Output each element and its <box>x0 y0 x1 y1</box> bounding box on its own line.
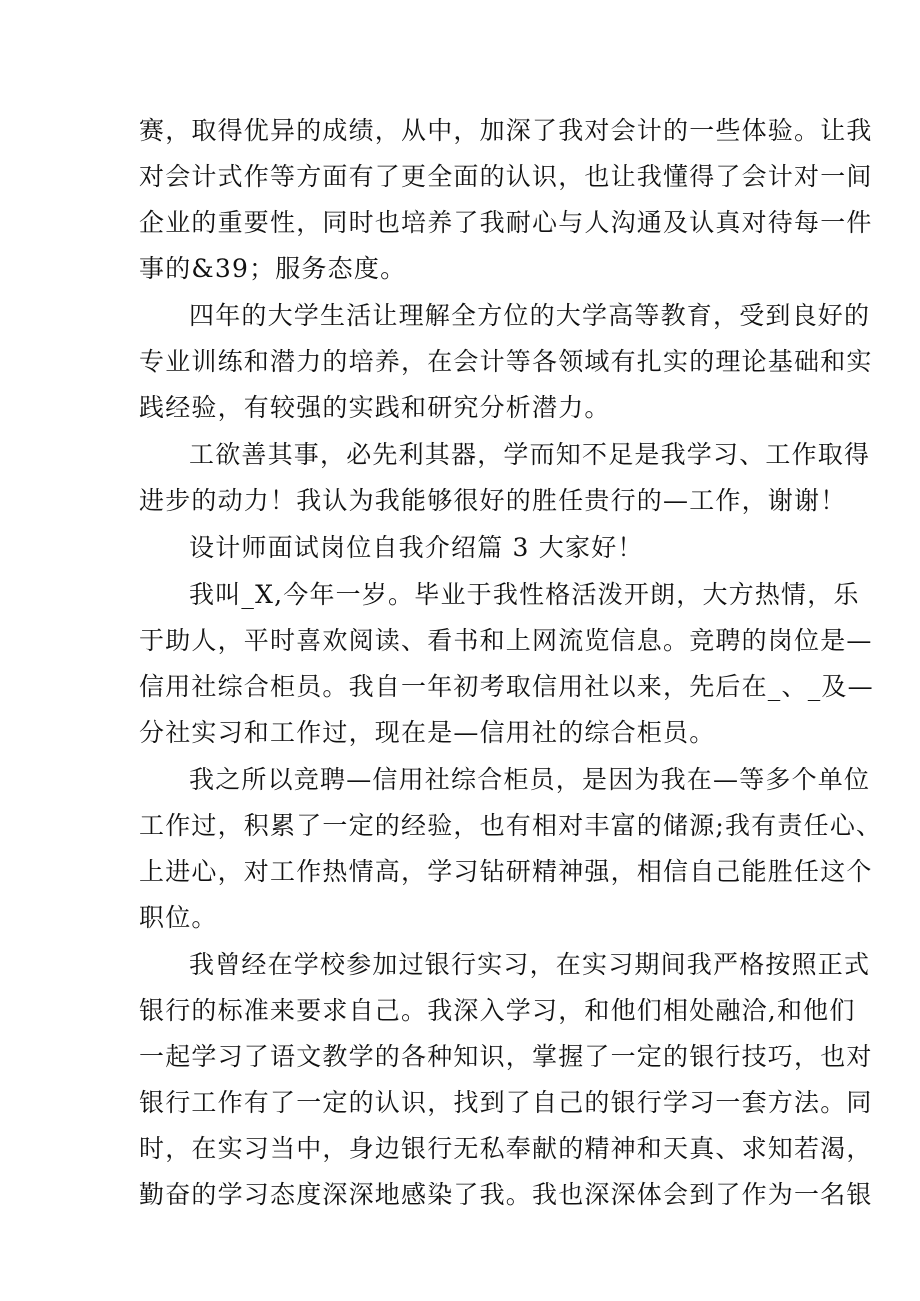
text-line: 我曾经在学校参加过银行实习，在实习期间我严格按照正式 <box>189 950 871 979</box>
text-line: 践经验，有较强的实践和研究分析潜力。 <box>139 393 611 422</box>
paragraph <box>139 942 873 1218</box>
text-line: 对会计式作等方面有了更全面的认识，也让我懂得了会计对一间 <box>139 162 873 191</box>
text-line: 工欲善其事，必先利其器，学而知不足是我学习、工作取得 <box>189 440 871 469</box>
text-line: 时，在实习当中，身边银行无私奉献的精神和天真、求知若渴， <box>139 1134 873 1163</box>
text-line: 进步的动力！我认为我能够很好的胜任贵行的—工作，谢谢！ <box>139 486 847 515</box>
paragraph <box>139 572 874 756</box>
text-line: 勤奋的学习态度深深地感染了我。我也深深体会到了作为一名银 <box>139 1180 873 1209</box>
text-line: 四年的大学生活让理解全方位的大学高等教育，受到良好的 <box>189 301 871 330</box>
text-line: 我之所以竞聘—信用社综合柜员，是因为我在—等多个单位 <box>189 765 871 794</box>
text-line: 职位。 <box>139 903 218 932</box>
paragraph <box>139 757 883 941</box>
document-body <box>139 108 883 1219</box>
text-line: 我叫_X,今年一岁。毕业于我性格活泼开朗，大方热情，乐 <box>189 580 860 609</box>
text-line: 一起学习了语文教学的各种知识，掌握了一定的银行技巧，也对 <box>139 1042 873 1071</box>
paragraph <box>139 293 873 431</box>
text-line: 分社实习和工作过，现在是—信用社的综合柜员。 <box>139 718 716 747</box>
text-line: 银行工作有了一定的认识，找到了自己的银行学习一套方法。同 <box>139 1088 873 1117</box>
text-line: 信用社综合柜员。我自一年初考取信用社以来，先后在_、_及— <box>139 672 874 701</box>
text-line: 银行的标准来要求自己。我深入学习，和他们相处融洽,和他们 <box>139 996 856 1025</box>
text-line: 专业训练和潜力的培养，在会计等各领域有扎实的理论基础和实 <box>139 347 873 376</box>
paragraph <box>139 432 871 524</box>
text-line: 工作过，积累了一定的经验，也有相对丰富的储源;我有责任心、 <box>139 811 883 840</box>
text-line: 上进心，对工作热情高，学习钻研精神强，相信自己能胜任这个 <box>139 857 873 886</box>
paragraph <box>139 108 873 292</box>
text-line: 事的&39；服务态度。 <box>139 254 407 283</box>
text-line: 赛，取得优异的成绩，从中，加深了我对会计的一些体验。让我 <box>139 116 873 145</box>
text-line: 企业的重要性，同时也培养了我耐心与人沟通及认真对待每一件 <box>139 208 873 237</box>
text-line: 于助人，平时喜欢阅读、看书和上网流览信息。竞聘的岗位是— <box>139 626 873 655</box>
text-line: 设计师面试岗位自我介绍篇 3 大家好！ <box>189 533 644 562</box>
paragraph <box>139 525 789 571</box>
